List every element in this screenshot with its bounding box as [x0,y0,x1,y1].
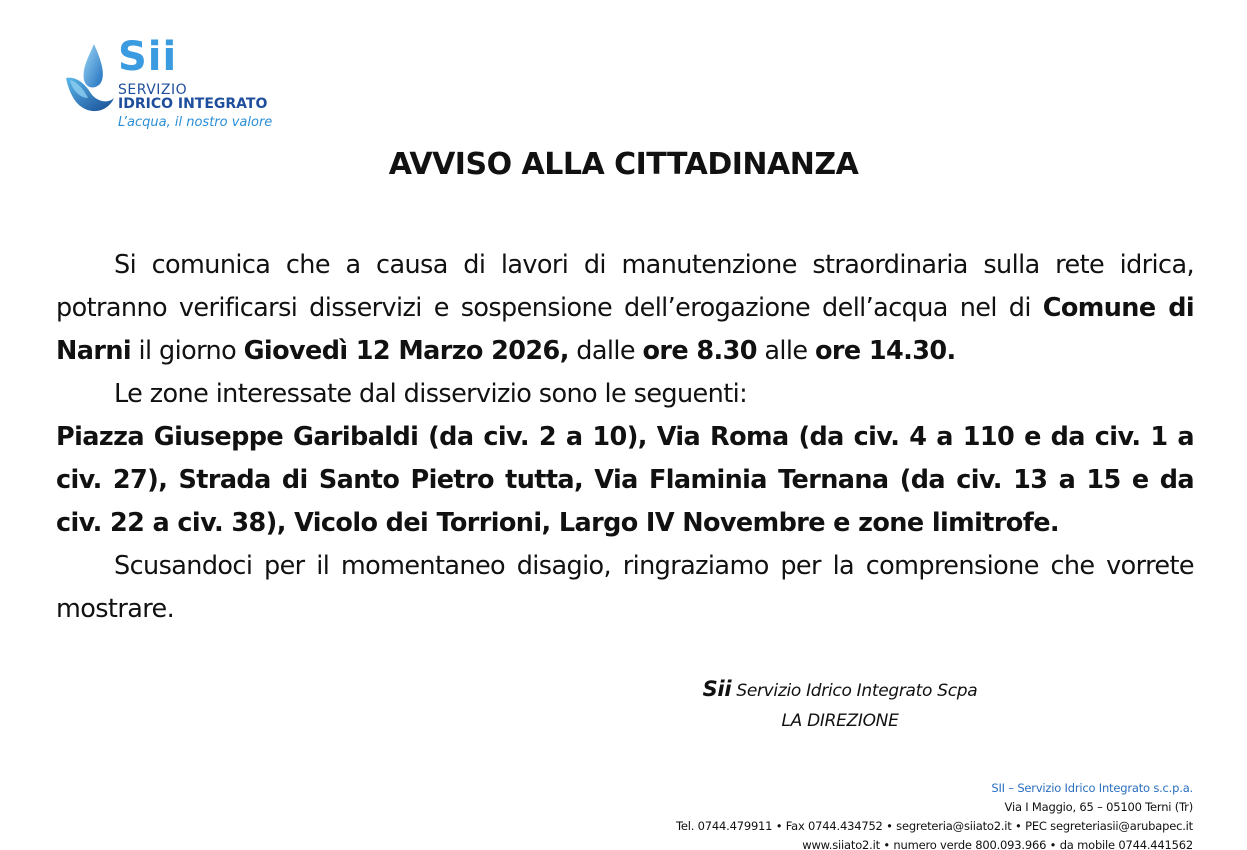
page-title: AVVISO ALLA CITTADINANZA [388,147,859,182]
footer-web: www.siiato2.it • numero verde 800.093.966 • da mobile 0744.441562 [802,838,1193,850]
footer-company: SII – Servizio Idrico Integrato s.c.p.a. [991,781,1193,795]
notice-paragraph-2: Le zone interessate dal disservizio sono le seguenti: [114,379,748,409]
notice-paragraph-closing: Scusandoci per il momentaneo disagio, ringraziamo per la comprensione che vorrete mostrare. [56,551,1194,624]
logo-idrico-integrato: IDRICO INTEGRATO [118,96,268,112]
p1-municipality: Comune di Narni [56,293,1194,366]
p1-text-2: il giorno [131,336,244,366]
p1-text-1: Si comunica che a causa di lavori di manutenzione straordinaria sulla rete idrica, potranno verificarsi disservizi e sospensione dell’erogazione dell’acqua nel di [56,250,1194,323]
p1-text-3: dalle [568,336,643,366]
footer-contacts: Tel. 0744.479911 • Fax 0744.434752 • segreteria@siiato2.it • PEC segreteriasii@arubapec.it [676,819,1193,833]
p1-date: Giovedì 12 Marzo 2026, [243,336,569,366]
p1-start-time: ore 8.30 [642,336,757,366]
signature [560,674,1120,736]
signature-company-line [560,674,1120,706]
logo-tagline: L’acqua, il nostro valore [118,115,273,130]
signature-direction: LA DIREZIONE [781,711,899,731]
sii-logo [64,34,284,138]
p1-text-4: alle [756,336,815,366]
p1-end-time: ore 14.30. [814,336,956,366]
notice-paragraph-1 [56,244,1194,373]
signature-sii: Sii [702,677,732,701]
notice-body [56,244,1194,631]
footer [676,779,1193,850]
affected-zones: Piazza Giuseppe Garibaldi (da civ. 2 a 10), Via Roma (da civ. 4 a 110 e da civ. 1 a civ. 27), Strada di Santo Pietro tutta, Via Flaminia Ternana (da civ. 13 a 15 e da civ. 22 a civ. 38), Vicolo dei Torrioni, Largo IV Novembre e zone limitrofe. [56,422,1194,538]
logo-mark: Sii [118,34,178,80]
signature-company: Servizio Idrico Integrato Scpa [731,681,978,701]
logo-servizio: SERVIZIO [118,82,188,98]
footer-address: Via I Maggio, 65 – 05100 Terni (Tr) [1004,800,1193,814]
water-drop-icon [64,42,116,116]
